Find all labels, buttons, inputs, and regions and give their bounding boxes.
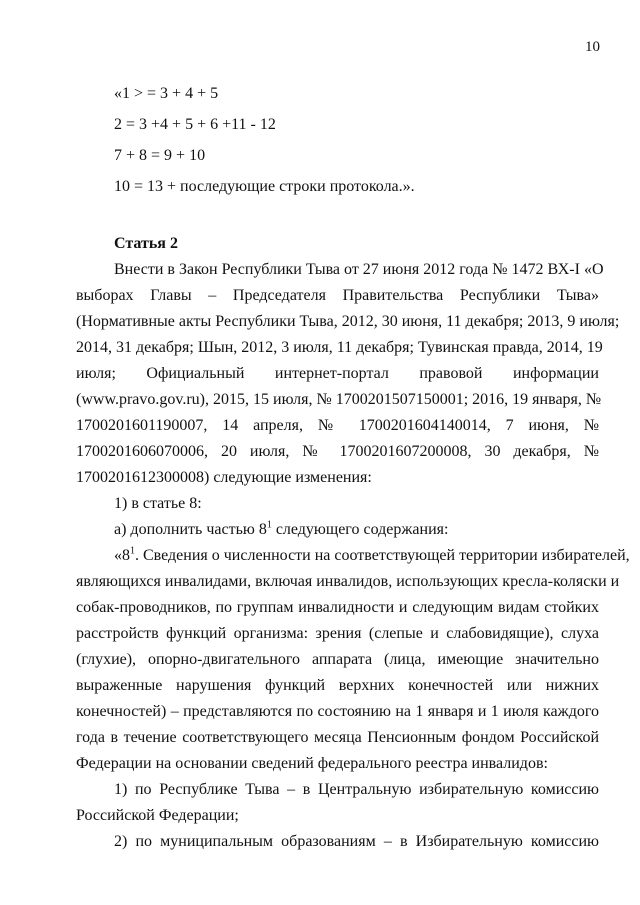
quote-line-2: являющихся инвалидами, включая инвалидов, использующих кресла-коляски и	[76, 573, 620, 590]
item-a	[114, 520, 599, 540]
quote-line-9: Федерации на основании сведений федерального реестра инвалидов:	[76, 755, 548, 772]
page-number: 10	[585, 39, 600, 55]
subitem-1-continuation: Российской Федерации;	[76, 807, 239, 824]
body-line-2: выборах Главы – Председателя Правительства Республики Тыва»	[76, 287, 599, 304]
quote-line-8: года в течение соответствующего месяца Пенсионным фондом Российской	[76, 729, 599, 746]
quote-line-7: конечностей) – представляются по состоянию на 1 января и 1 июля каждого	[76, 703, 599, 720]
body-line-4: 2014, 31 декабря; Шын, 2012, 3 июля, 11 декабря; Тувинская правда, 2014, 19	[76, 339, 603, 356]
body-line-1: Внести в Закон Республики Тыва от 27 июня 2012 года № 1472 ВХ-I «О	[114, 261, 604, 278]
item-a-suffix: следующего содержания:	[271, 521, 449, 538]
formula-line-4: 10 = 13 + последующие строки протокола.».	[114, 178, 415, 195]
formula-line-2: 2 = 3 +4 + 5 + 6 +11 - 12	[114, 116, 276, 133]
quote-suffix: . Сведения о численности на соответствующей территории избирателей,	[135, 547, 630, 564]
subitem-2: 2) по муниципальным образованиям – в Избирательную комиссию	[114, 833, 599, 850]
item-1: 1) в статье 8:	[114, 495, 202, 512]
body-line-3: (Нормативные акты Республики Тыва, 2012, 30 июня, 11 декабря; 2013, 9 июля;	[76, 313, 620, 330]
item-a-prefix: а) дополнить частью 8	[114, 521, 267, 538]
item-a-superscript: 1	[266, 519, 272, 531]
quote-prefix: «8	[114, 547, 130, 564]
formula-line-3: 7 + 8 = 9 + 10	[114, 147, 206, 164]
body-line-9: 1700201612300008) следующие изменения:	[76, 469, 372, 486]
quote-line-5: (глухие), опорно-двигательного аппарата (лица, имеющие значительно	[76, 651, 599, 668]
quote-line-6: выраженные нарушения функций верхних конечностей или нижних	[76, 677, 599, 694]
quote-line-4: расстройств функций организма: зрения (слепые и слабовидящие), слуха	[76, 625, 599, 642]
quote-line-1	[114, 545, 630, 566]
body-line-8: 1700201606070006, 20 июля, № 1700201607200008, 30 декабря, №	[76, 443, 599, 460]
body-line-5: июля; Официальный интернет-портал правовой информации	[76, 365, 599, 382]
quote-superscript: 1	[130, 545, 135, 557]
formula-line-1: «1 > = 3 + 4 + 5	[114, 85, 219, 102]
body-line-6: (www.pravo.gov.ru), 2015, 15 июля, № 1700201507150001; 2016, 19 января, №	[76, 391, 602, 408]
quote-line-3: собак-проводников, по группам инвалидности и следующим видам стойких	[76, 599, 599, 616]
article-heading: Статья 2	[114, 235, 178, 252]
subitem-1: 1) по Республике Тыва – в Центральную избирательную комиссию	[114, 781, 599, 798]
body-line-7: 1700201601190007, 14 апреля, № 1700201604140014, 7 июня, №	[76, 417, 599, 434]
